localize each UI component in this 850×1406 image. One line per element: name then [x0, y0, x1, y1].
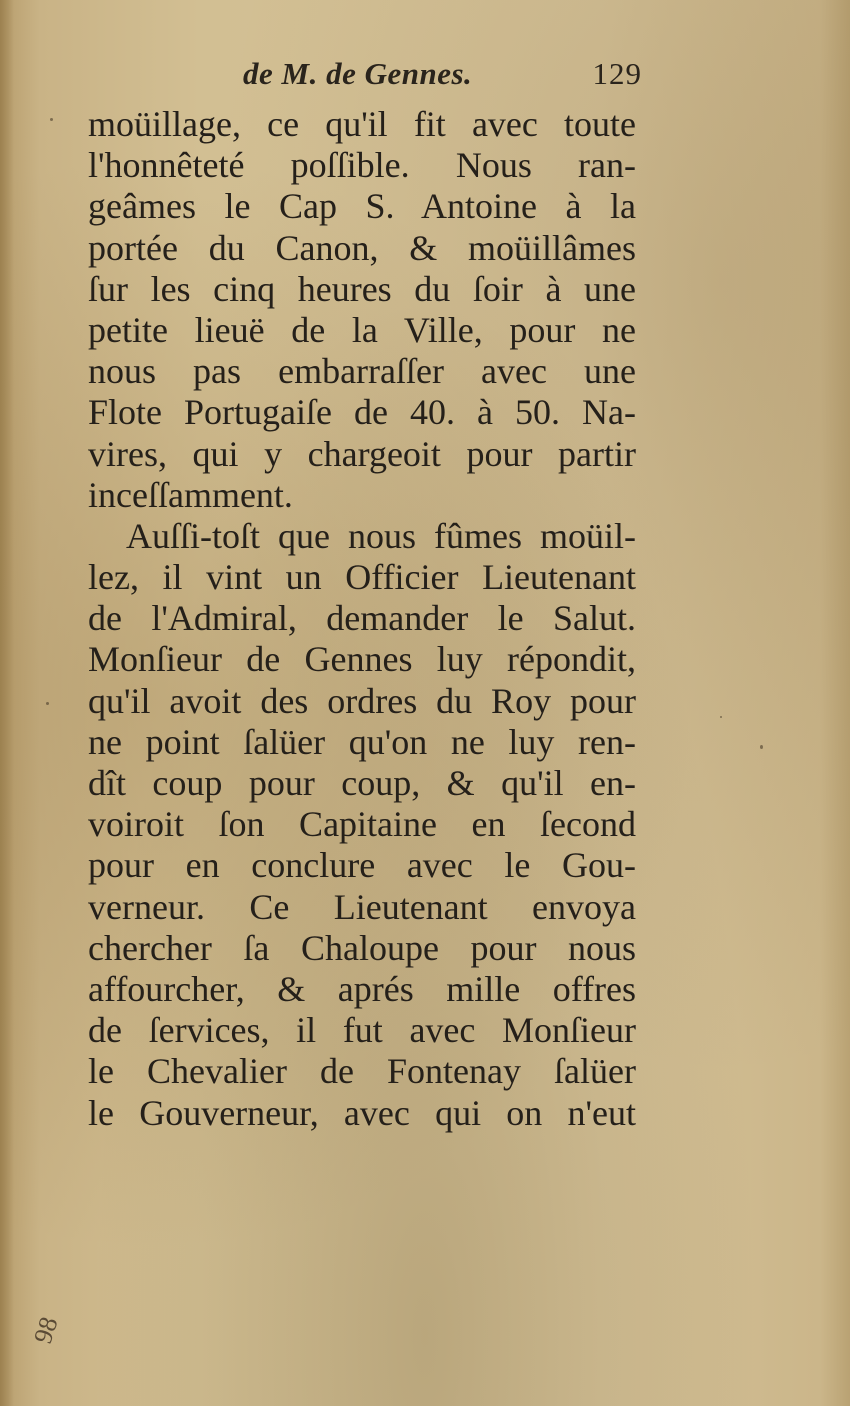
text-line: moüillage, ce qu'il fit avec toute — [88, 104, 636, 144]
page-edge-shadow — [0, 0, 14, 1406]
margin-note: 98 — [28, 1313, 64, 1347]
text-line: de ſervices, il fut avec Monſieur — [88, 1010, 636, 1051]
ink-speck — [760, 745, 763, 749]
text-line: Auſſi-toſt que nous fûmes moüil- — [126, 515, 636, 556]
running-head — [88, 56, 648, 102]
text-line: dît coup pour coup, & qu'il en- — [88, 763, 636, 803]
text-line: Flote Portugaiſe de 40. à 50. Na- — [88, 392, 636, 433]
text-line: de l'Admiral, demander le Salut. — [88, 598, 636, 639]
text-line: portée du Canon, & moüillâmes — [88, 227, 636, 268]
text-line: petite lieuë de la Ville, pour ne — [88, 309, 636, 350]
ink-speck — [46, 702, 49, 705]
running-head-title: de M. de Gennes. — [243, 56, 473, 91]
ink-speck — [720, 716, 722, 718]
text-line: vires, qui y chargeoit pour partir — [88, 433, 636, 474]
text-line: verneur. Ce Lieutenant envoya — [88, 886, 636, 927]
paragraph-2 — [88, 516, 636, 1134]
text-line: voiroit ſon Capitaine en ſecond — [88, 804, 636, 845]
text-line: le Gouverneur, avec qui on n'eut — [88, 1092, 636, 1133]
text-line: chercher ſa Chaloupe pour nous — [88, 927, 636, 968]
text-line: ſur les cinq heures du ſoir à une — [88, 268, 636, 309]
text-line: inceſſamment. — [88, 474, 293, 515]
paragraph-1 — [88, 104, 636, 516]
text-line: affourcher, & aprés mille offres — [88, 968, 636, 1009]
text-line: nous pas embarraſſer avec une — [88, 351, 636, 392]
text-line: qu'il avoit des ordres du Roy pour — [88, 680, 636, 721]
text-line: lez, il vint un Officier Lieutenant — [88, 557, 636, 598]
text-line: pour en conclure avec le Gou- — [88, 845, 636, 886]
text-line: Monſieur de Gennes luy répondit, — [88, 639, 636, 680]
text-line: ne point ſalüer qu'on ne luy ren- — [88, 721, 636, 762]
text-line: l'honnêteté poſſible. Nous ran- — [88, 145, 636, 186]
ink-speck — [50, 118, 53, 121]
page-number: 129 — [592, 56, 642, 91]
body-text — [88, 104, 636, 1134]
text-line: geâmes le Cap S. Antoine à la — [88, 186, 636, 227]
text-line: le Chevalier de Fontenay ſalüer — [88, 1051, 636, 1092]
